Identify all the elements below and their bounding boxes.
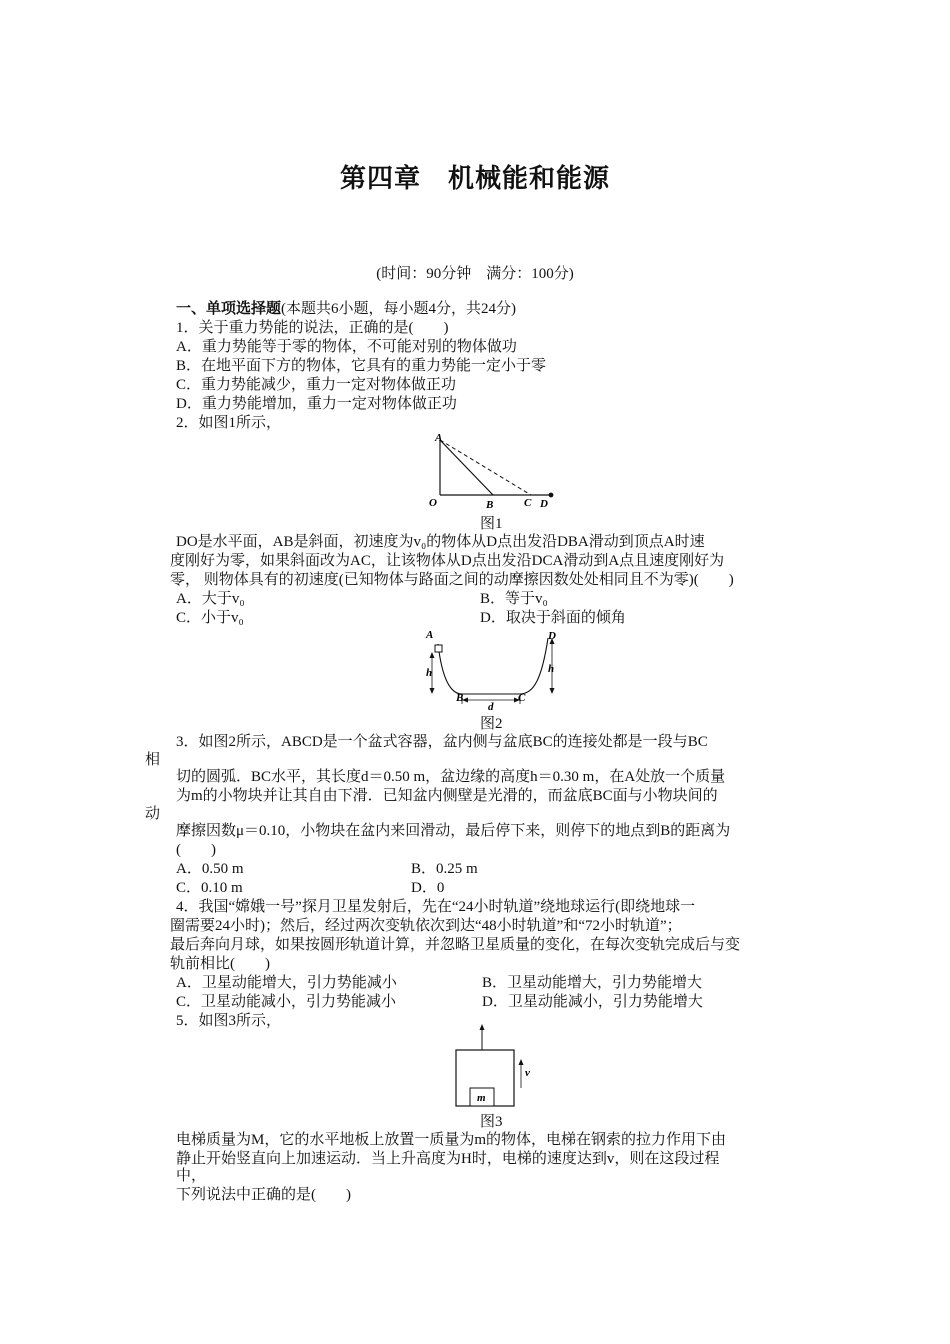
section-title: 一、单项选择题 <box>176 301 282 317</box>
q4-option-b: B．卫星动能增大，引力势能增大 <box>482 975 703 991</box>
q2-stem: 2．如图1所示， <box>176 415 282 431</box>
fig2-label-c: C <box>518 692 526 704</box>
q4-option-c: C．卫星动能减小，引力势能减小 <box>176 994 397 1010</box>
q3-option-c: C．0.10 m <box>176 880 243 896</box>
q1-option-b: B．在地平面下方的物体，它具有的重力势能一定小于零 <box>176 358 547 374</box>
figure-3-caption: 图3 <box>480 1114 503 1130</box>
q2-option-b: B．等于v₀ <box>480 591 548 607</box>
fig3-label-m: m <box>477 1092 486 1104</box>
q3-line-1: 3．如图2所示，ABCD是一个盆式容器，盆内侧与盆底BC的连接处都是一段与BC <box>176 734 708 750</box>
q4-line-3: 最后奔向月球，如果按圆形轨道计算，并忽略卫星质量的变化，在每次变轨完成后与变 <box>170 937 741 953</box>
q4-line-2: 圈需要24小时)；然后，经过两次变轨依次到达“48小时轨道”和“72小时轨道”； <box>170 918 682 934</box>
q1-option-d: D．重力势能增加，重力一定对物体做正功 <box>176 396 457 412</box>
fig1-label-b: B <box>486 499 494 511</box>
q3-line-3: 为m的小物块并让其自由下滑．已知盆内侧壁是光滑的，而盆底BC面与小物块间的 <box>176 788 718 804</box>
q3-line-2: 切的圆弧．BC水平，其长度d＝0.50 m，盆边缘的高度h＝0.30 m，在A处放一个质量 <box>176 769 726 785</box>
section-heading <box>176 300 516 319</box>
figure-1 <box>425 428 565 514</box>
q2-option-d: D．取决于斜面的倾角 <box>480 610 626 626</box>
q3-option-b: B．0.25 m <box>411 861 478 877</box>
fig1-label-o: O <box>429 497 437 509</box>
fig1-label-a: A <box>435 432 443 444</box>
q3-line-4: 摩擦因数μ＝0.10，小物块在盆内来回滑动，最后停下来，则停下的地点到B的距离为 <box>176 823 731 839</box>
section-note: (本题共6小题，每小题4分，共24分) <box>281 301 517 317</box>
figure-2-caption: 图2 <box>480 716 503 732</box>
q1-option-a: A．重力势能等于零的物体，不可能对别的物体做功 <box>176 339 517 355</box>
figure-3 <box>448 1022 544 1110</box>
q5-stem: 5．如图3所示， <box>176 1013 282 1029</box>
page-title: 第四章 机械能和能源 <box>339 164 610 193</box>
q2-line-2: 度刚好为零，如果斜面改为AC，让该物体从D点出发沿DCA滑动到A点且速度刚好为 <box>170 553 725 569</box>
q4-option-d: D．卫星动能减小，引力势能增大 <box>482 994 703 1010</box>
q3-side-char-1: 相 <box>145 752 161 768</box>
fig2-label-d: D <box>548 630 556 642</box>
q5-line-2: 静止开始竖直向上加速运动．当上升高度为H时，电梯的速度达到v，则在这段过程 <box>176 1151 720 1167</box>
q4-line-1: 4．我国“嫦娥一号”探月卫星发射后，先在“24小时轨道”绕地球运行(即绕地球一 <box>176 899 696 915</box>
q2-option-c: C．小于v₀ <box>176 610 244 626</box>
fig2-label-h-left: h <box>426 667 433 679</box>
q3-option-d: D．0 <box>411 880 445 896</box>
fig2-label-h-right: h <box>548 663 555 675</box>
q5-line-3: 中， <box>176 1168 207 1184</box>
fig1-label-c: C <box>524 497 532 509</box>
exam-info: (时间：90分钟 满分：100分) <box>376 266 574 282</box>
q3-option-a: A．0.50 m <box>176 861 244 877</box>
fig2-label-b: B <box>456 692 464 704</box>
q4-option-a: A．卫星动能增大，引力势能减小 <box>176 975 397 991</box>
q3-line-5: ( ) <box>176 842 216 858</box>
q5-line-1: 电梯质量为M，它的水平地板上放置一质量为m的物体，电梯在钢索的拉力作用下由 <box>176 1132 727 1148</box>
figure-1-caption: 图1 <box>480 516 503 532</box>
figure-2 <box>420 628 570 714</box>
fig3-label-v: v <box>525 1067 530 1079</box>
q1-stem: 1．关于重力势能的说法，正确的是( ) <box>176 320 449 336</box>
q1-option-c: C．重力势能减少，重力一定对物体做正功 <box>176 377 457 393</box>
q3-side-char-2: 动 <box>145 806 161 822</box>
fig2-label-a: A <box>426 629 434 641</box>
q5-line-4: 下列说法中正确的是( ) <box>176 1187 351 1203</box>
q2-option-a: A．大于v₀ <box>176 591 245 607</box>
q2-line-3: 零， 则物体具有的初速度(已知物体与路面之间的动摩擦因数处处相同且不为零)( ) <box>170 572 734 588</box>
q2-line-1: DO是水平面，AB是斜面，初速度为v₀的物体从D点出发沿DBA滑动到顶点A时速 <box>176 534 705 550</box>
fig1-label-d: D <box>540 498 548 510</box>
fig2-label-d-length: d <box>488 701 494 713</box>
q4-line-4: 轨前相比( ) <box>170 956 270 972</box>
